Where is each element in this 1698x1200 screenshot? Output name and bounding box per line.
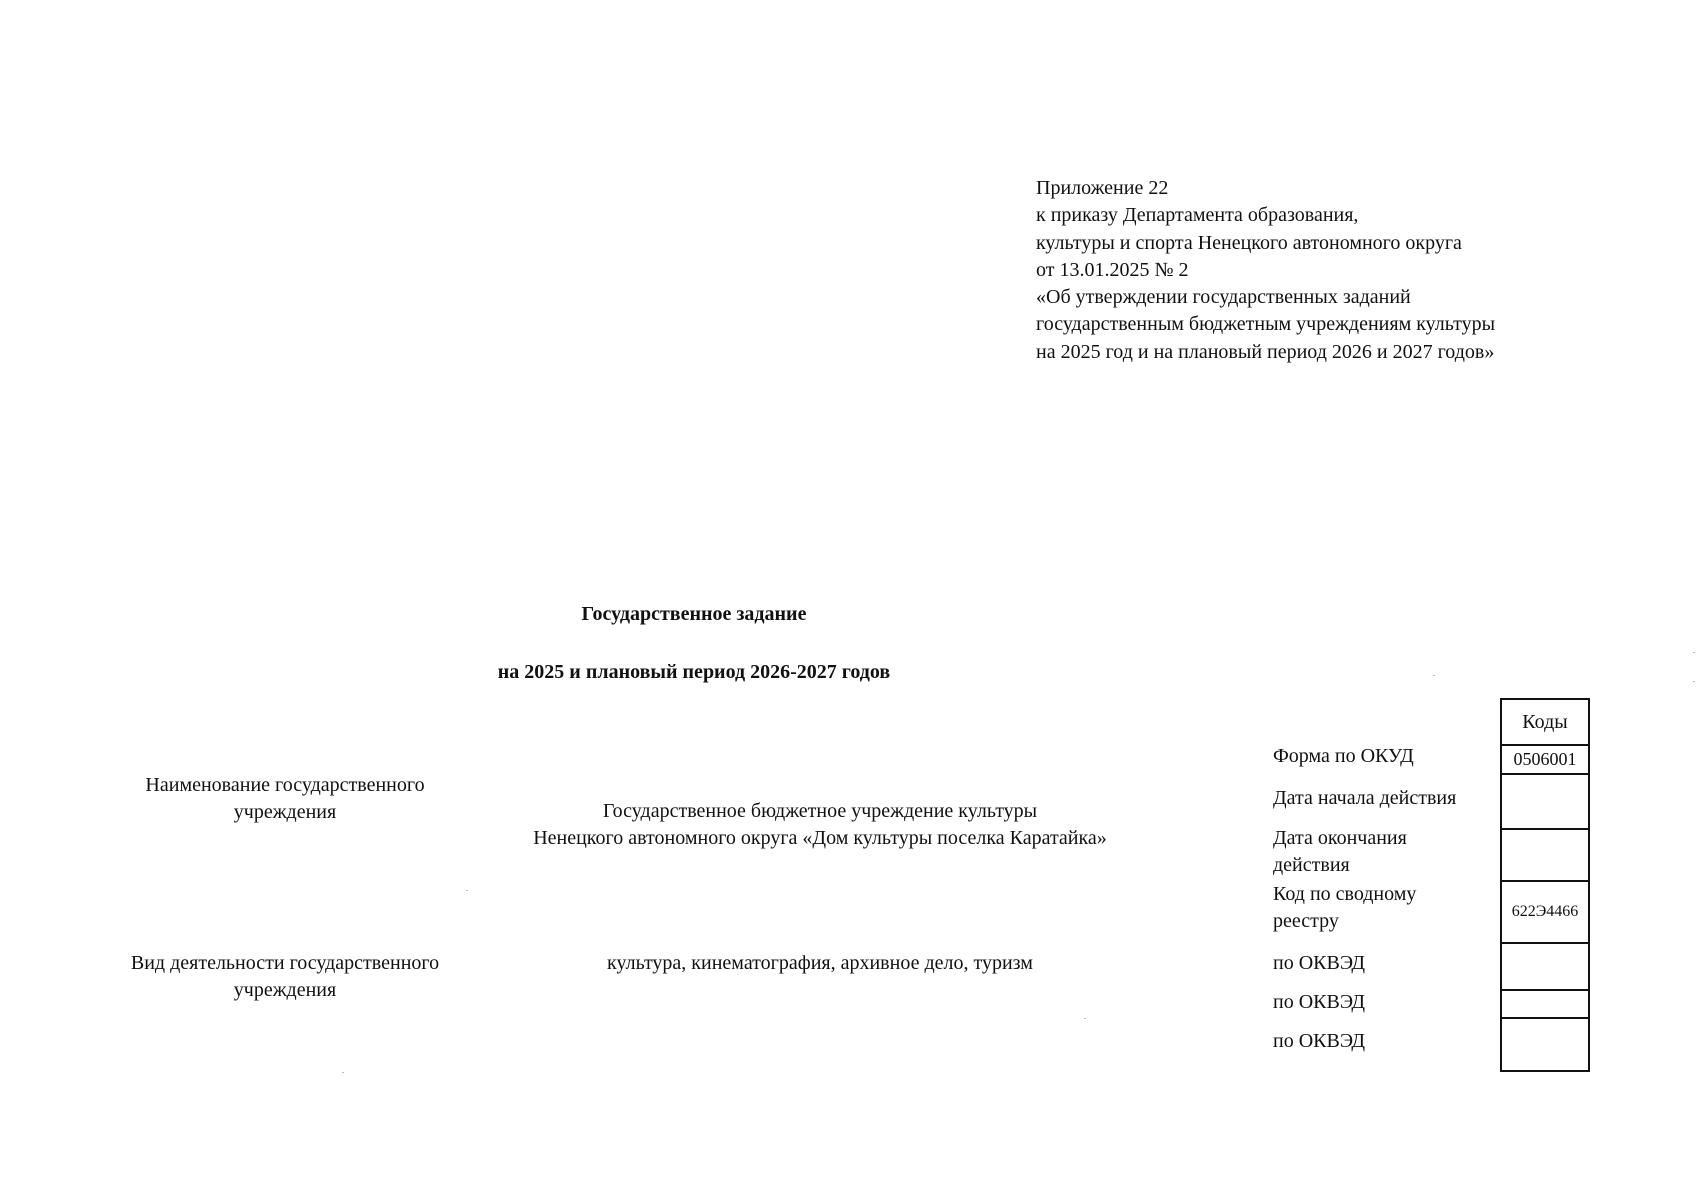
document-subtitle: на 2025 и плановый период 2026-2027 годов xyxy=(497,661,891,683)
scan-speck xyxy=(1693,681,1695,682)
code-label-okved-3: по ОКВЭД xyxy=(1273,1030,1365,1052)
appendix-line: к приказу Департамента образования, xyxy=(1036,204,1359,227)
activity-label-line2: учреждения xyxy=(233,979,337,1001)
scan-speck xyxy=(1433,675,1435,676)
activity-value: культура, кинематография, архивное дело, туризм xyxy=(607,952,1033,974)
codes-table xyxy=(1500,698,1590,1072)
institution-label-line2: учреждения xyxy=(233,801,337,823)
document-title: Государственное задание xyxy=(581,603,807,625)
scan-speck xyxy=(342,1072,344,1073)
code-label-end-date-line1: Дата окончания xyxy=(1273,827,1407,849)
activity-label-line1: Вид деятельности государственного xyxy=(130,952,440,974)
appendix-block xyxy=(1036,175,1495,366)
code-value-okud: 0506001 xyxy=(1502,744,1588,773)
appendix-line: государственным бюджетным учреждениям культуры xyxy=(1036,313,1496,336)
scan-speck xyxy=(1693,652,1695,653)
appendix-line: на 2025 год и на плановый период 2026 и 2027 годов» xyxy=(1036,340,1495,363)
appendix-line: Приложение 22 xyxy=(1036,177,1169,199)
code-label-registry-line1: Код по сводному xyxy=(1273,883,1417,905)
code-label-registry-line2: реестру xyxy=(1273,910,1339,932)
scan-speck xyxy=(1084,1018,1086,1019)
code-label-okved-1: по ОКВЭД xyxy=(1273,952,1365,974)
code-value-okved-1 xyxy=(1502,942,1588,989)
code-value-start-date xyxy=(1502,773,1588,828)
codes-header: Коды xyxy=(1522,710,1568,733)
institution-name-line1: Государственное бюджетное учреждение культуры xyxy=(602,800,1038,822)
code-value-registry: 622Э4466 xyxy=(1502,880,1588,942)
code-value-okved-3 xyxy=(1502,1017,1588,1070)
code-value-okved-2 xyxy=(1502,989,1588,1017)
appendix-line: «Об утверждении государственных заданий xyxy=(1036,286,1411,309)
institution-name-line2: Ненецкого автономного округа «Дом культуры поселка Каратайка» xyxy=(533,827,1107,849)
code-label-end-date-line2: действия xyxy=(1273,854,1350,876)
code-label-okud: Форма по ОКУД xyxy=(1273,745,1414,767)
code-label-okved-2: по ОКВЭД xyxy=(1273,991,1365,1013)
code-value-end-date xyxy=(1502,828,1588,880)
appendix-line: от 13.01.2025 № 2 xyxy=(1036,258,1189,281)
scan-speck xyxy=(466,890,468,891)
institution-label-line1: Наименование государственного xyxy=(145,774,425,796)
code-label-start-date: Дата начала действия xyxy=(1273,787,1457,809)
appendix-line: культуры и спорта Ненецкого автономного округа xyxy=(1036,231,1462,254)
